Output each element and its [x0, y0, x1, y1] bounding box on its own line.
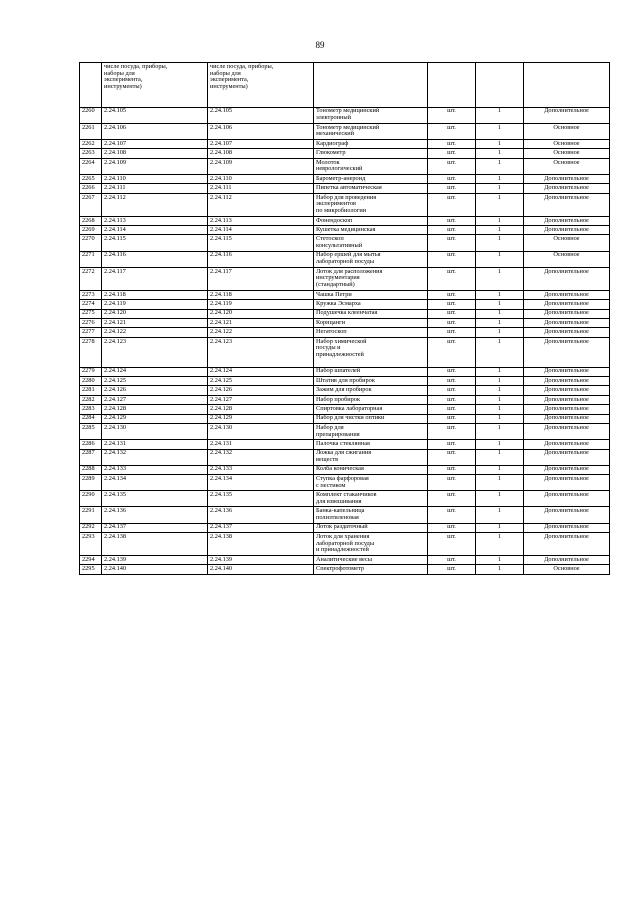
cell-row-number: 2281	[80, 386, 102, 395]
cell-code-1: 2.24.111	[102, 184, 208, 193]
cell-quantity: 1	[476, 139, 524, 148]
cell-code-1: 2.24.122	[102, 328, 208, 337]
cell-unit: шт.	[428, 440, 476, 449]
cell-item-name: Пипетка автоматическая	[314, 184, 428, 193]
cell-unit: шт.	[428, 158, 476, 174]
cell-item-name: Колба коническая	[314, 465, 428, 474]
cell-item-name: Штатив для пробирок	[314, 376, 428, 385]
cell-item-name: Набор для препарирования	[314, 423, 428, 439]
cell-code-2: 2.24.114	[208, 226, 314, 235]
cell-unit: шт.	[428, 309, 476, 318]
cell-quantity: 1	[476, 491, 524, 507]
cell-code-2: 2.24.122	[208, 328, 314, 337]
cell-quantity: 1	[476, 216, 524, 225]
cell-code-1: 2.24.123	[102, 337, 208, 367]
cell-quantity: 1	[476, 523, 524, 532]
cell-code-2: 2.24.120	[208, 309, 314, 318]
cell-item-name: Подушечка клеенчатая	[314, 309, 428, 318]
cell-unit: шт.	[428, 414, 476, 423]
cell-equipment-type: Дополнительное	[524, 174, 610, 183]
cell-code-2: 2.24.117	[208, 267, 314, 290]
cell-code-1: 2.24.118	[102, 290, 208, 299]
cell-equipment-type: Дополнительное	[524, 107, 610, 123]
cell-row-number: 2291	[80, 507, 102, 523]
cell-row-number: 2271	[80, 251, 102, 267]
cell-code-2: 2.24.107	[208, 139, 314, 148]
cell-code-2: 2.24.111	[208, 184, 314, 193]
cell-code-1: 2.24.107	[102, 139, 208, 148]
cell-item-name: Зажим для пробирок	[314, 386, 428, 395]
cell-code-1: 2.24.132	[102, 449, 208, 465]
table-row	[80, 386, 610, 395]
table-row	[80, 107, 610, 123]
cell-quantity: 1	[476, 251, 524, 267]
cell-unit: шт.	[428, 319, 476, 328]
cell-equipment-type: Дополнительное	[524, 309, 610, 318]
table-row	[80, 475, 610, 491]
table-row	[80, 319, 610, 328]
table-row	[80, 149, 610, 158]
cell-item-name: Спиртовка лабораторная	[314, 405, 428, 414]
cell-code-1: 2.24.131	[102, 440, 208, 449]
cell-unit: шт.	[428, 216, 476, 225]
table-row	[80, 465, 610, 474]
cell-row-number: 2290	[80, 491, 102, 507]
cell-unit: шт.	[428, 386, 476, 395]
cell-quantity: 1	[476, 395, 524, 404]
cell-row-number: 2279	[80, 367, 102, 376]
table-row	[80, 376, 610, 385]
cell-row-number: 2270	[80, 235, 102, 251]
table-row	[80, 440, 610, 449]
cell-item-name: Стетоскоп консультативный	[314, 235, 428, 251]
header-cell-code1: числе посуда, приборы, наборы для экспериментa, инструменты)	[102, 63, 208, 108]
equipment-table	[79, 62, 610, 575]
cell-unit: шт.	[428, 123, 476, 139]
cell-row-number: 2288	[80, 465, 102, 474]
cell-unit: шт.	[428, 226, 476, 235]
cell-row-number: 2287	[80, 449, 102, 465]
table-row	[80, 226, 610, 235]
table-row	[80, 174, 610, 183]
table-row	[80, 251, 610, 267]
cell-code-1: 2.24.119	[102, 300, 208, 309]
cell-equipment-type: Основное	[524, 123, 610, 139]
cell-quantity: 1	[476, 337, 524, 367]
cell-unit: шт.	[428, 475, 476, 491]
cell-item-name: Спектрофотометр	[314, 565, 428, 574]
cell-equipment-type: Дополнительное	[524, 367, 610, 376]
table-row	[80, 556, 610, 565]
header-cell-qty	[476, 63, 524, 108]
cell-item-name: Тонометр медицинский механический	[314, 123, 428, 139]
cell-row-number: 2260	[80, 107, 102, 123]
cell-code-1: 2.24.121	[102, 319, 208, 328]
cell-quantity: 1	[476, 405, 524, 414]
cell-code-2: 2.24.136	[208, 507, 314, 523]
cell-quantity: 1	[476, 440, 524, 449]
cell-code-2: 2.24.109	[208, 158, 314, 174]
cell-unit: шт.	[428, 267, 476, 290]
table-row	[80, 491, 610, 507]
cell-equipment-type: Дополнительное	[524, 449, 610, 465]
table-row	[80, 309, 610, 318]
cell-row-number: 2263	[80, 149, 102, 158]
cell-code-2: 2.24.135	[208, 491, 314, 507]
table-row	[80, 184, 610, 193]
cell-code-1: 2.24.114	[102, 226, 208, 235]
cell-equipment-type: Основное	[524, 139, 610, 148]
header-cell-type	[524, 63, 610, 108]
cell-equipment-type: Дополнительное	[524, 465, 610, 474]
cell-equipment-type: Дополнительное	[524, 523, 610, 532]
table-row	[80, 565, 610, 574]
cell-code-2: 2.24.138	[208, 533, 314, 556]
cell-equipment-type: Дополнительное	[524, 440, 610, 449]
table-row	[80, 267, 610, 290]
cell-item-name: Ступка фарфоровая с пестиком	[314, 475, 428, 491]
cell-quantity: 1	[476, 475, 524, 491]
cell-item-name: Набор для проведения экспериментов по микробиологии	[314, 193, 428, 216]
cell-quantity: 1	[476, 423, 524, 439]
cell-code-1: 2.24.125	[102, 376, 208, 385]
table-row	[80, 423, 610, 439]
cell-unit: шт.	[428, 405, 476, 414]
table-row	[80, 235, 610, 251]
cell-code-2: 2.24.133	[208, 465, 314, 474]
cell-quantity: 1	[476, 319, 524, 328]
cell-unit: шт.	[428, 174, 476, 183]
cell-quantity: 1	[476, 174, 524, 183]
cell-quantity: 1	[476, 386, 524, 395]
cell-code-1: 2.24.128	[102, 405, 208, 414]
table-row	[80, 533, 610, 556]
cell-code-2: 2.24.115	[208, 235, 314, 251]
cell-code-2: 2.24.126	[208, 386, 314, 395]
cell-equipment-type: Дополнительное	[524, 507, 610, 523]
table-row	[80, 216, 610, 225]
cell-item-name: Фонендоскоп	[314, 216, 428, 225]
cell-row-number: 2269	[80, 226, 102, 235]
table-row	[80, 328, 610, 337]
header-cell-num	[80, 63, 102, 108]
cell-code-2: 2.24.128	[208, 405, 314, 414]
cell-quantity: 1	[476, 193, 524, 216]
table-body	[80, 63, 610, 575]
cell-item-name: Барометр-анероид	[314, 174, 428, 183]
cell-equipment-type: Дополнительное	[524, 328, 610, 337]
cell-code-2: 2.24.124	[208, 367, 314, 376]
cell-row-number: 2283	[80, 405, 102, 414]
cell-code-1: 2.24.134	[102, 475, 208, 491]
cell-item-name: Набор шпателей	[314, 367, 428, 376]
cell-row-number: 2289	[80, 475, 102, 491]
cell-code-2: 2.24.137	[208, 523, 314, 532]
cell-unit: шт.	[428, 423, 476, 439]
cell-equipment-type: Дополнительное	[524, 216, 610, 225]
cell-code-1: 2.24.106	[102, 123, 208, 139]
cell-equipment-type: Дополнительное	[524, 491, 610, 507]
cell-row-number: 2261	[80, 123, 102, 139]
cell-item-name: Чашка Петри	[314, 290, 428, 299]
cell-row-number: 2273	[80, 290, 102, 299]
table-row	[80, 123, 610, 139]
table-row	[80, 300, 610, 309]
table-row	[80, 414, 610, 423]
cell-code-2: 2.24.134	[208, 475, 314, 491]
cell-quantity: 1	[476, 367, 524, 376]
cell-unit: шт.	[428, 251, 476, 267]
cell-code-1: 2.24.105	[102, 107, 208, 123]
cell-item-name: Кружка Эсмарха	[314, 300, 428, 309]
cell-code-1: 2.24.138	[102, 533, 208, 556]
cell-row-number: 2292	[80, 523, 102, 532]
cell-code-1: 2.24.135	[102, 491, 208, 507]
cell-code-2: 2.24.140	[208, 565, 314, 574]
cell-row-number: 2275	[80, 309, 102, 318]
cell-quantity: 1	[476, 149, 524, 158]
cell-unit: шт.	[428, 565, 476, 574]
cell-code-1: 2.24.124	[102, 367, 208, 376]
cell-quantity: 1	[476, 565, 524, 574]
cell-code-1: 2.24.140	[102, 565, 208, 574]
header-continuation-row	[80, 63, 610, 108]
cell-code-2: 2.24.113	[208, 216, 314, 225]
cell-code-2: 2.24.116	[208, 251, 314, 267]
cell-equipment-type: Основное	[524, 565, 610, 574]
cell-row-number: 2282	[80, 395, 102, 404]
cell-code-1: 2.24.112	[102, 193, 208, 216]
cell-item-name: Аналитические весы	[314, 556, 428, 565]
cell-row-number: 2267	[80, 193, 102, 216]
cell-code-2: 2.24.121	[208, 319, 314, 328]
cell-row-number: 2280	[80, 376, 102, 385]
cell-unit: шт.	[428, 139, 476, 148]
table-row	[80, 395, 610, 404]
cell-unit: шт.	[428, 449, 476, 465]
cell-row-number: 2277	[80, 328, 102, 337]
cell-equipment-type: Дополнительное	[524, 533, 610, 556]
cell-quantity: 1	[476, 235, 524, 251]
cell-code-2: 2.24.106	[208, 123, 314, 139]
cell-equipment-type: Дополнительное	[524, 475, 610, 491]
cell-equipment-type: Основное	[524, 149, 610, 158]
cell-row-number: 2272	[80, 267, 102, 290]
cell-item-name: Кушетка медицинская	[314, 226, 428, 235]
cell-item-name: Ложка для сжигания веществ	[314, 449, 428, 465]
cell-unit: шт.	[428, 193, 476, 216]
cell-quantity: 1	[476, 123, 524, 139]
cell-code-1: 2.24.139	[102, 556, 208, 565]
cell-unit: шт.	[428, 507, 476, 523]
cell-equipment-type: Основное	[524, 158, 610, 174]
page-number: 89	[315, 40, 325, 50]
cell-item-name: Набор химической посуды и принадлежностей	[314, 337, 428, 367]
cell-code-1: 2.24.116	[102, 251, 208, 267]
cell-row-number: 2284	[80, 414, 102, 423]
cell-quantity: 1	[476, 184, 524, 193]
table-row	[80, 405, 610, 414]
cell-row-number: 2285	[80, 423, 102, 439]
table-row	[80, 158, 610, 174]
cell-equipment-type: Дополнительное	[524, 226, 610, 235]
cell-row-number: 2278	[80, 337, 102, 367]
cell-unit: шт.	[428, 300, 476, 309]
cell-item-name: Негатоскоп	[314, 328, 428, 337]
cell-row-number: 2265	[80, 174, 102, 183]
cell-equipment-type: Дополнительное	[524, 405, 610, 414]
cell-unit: шт.	[428, 395, 476, 404]
cell-unit: шт.	[428, 290, 476, 299]
cell-code-2: 2.24.112	[208, 193, 314, 216]
cell-item-name: Корнцанги	[314, 319, 428, 328]
cell-code-2: 2.24.105	[208, 107, 314, 123]
cell-code-1: 2.24.136	[102, 507, 208, 523]
cell-code-1: 2.24.109	[102, 158, 208, 174]
cell-equipment-type: Дополнительное	[524, 337, 610, 367]
cell-equipment-type: Дополнительное	[524, 193, 610, 216]
cell-code-2: 2.24.125	[208, 376, 314, 385]
cell-item-name: Набор ершей для мытья лабораторной посуды	[314, 251, 428, 267]
cell-item-name: Глюкометр	[314, 149, 428, 158]
cell-equipment-type: Дополнительное	[524, 300, 610, 309]
cell-quantity: 1	[476, 533, 524, 556]
cell-quantity: 1	[476, 226, 524, 235]
cell-unit: шт.	[428, 533, 476, 556]
table-row	[80, 139, 610, 148]
cell-item-name: Молоток неврологический	[314, 158, 428, 174]
cell-item-name: Палочка стеклянная	[314, 440, 428, 449]
cell-unit: шт.	[428, 556, 476, 565]
cell-unit: шт.	[428, 328, 476, 337]
cell-row-number: 2266	[80, 184, 102, 193]
cell-quantity: 1	[476, 267, 524, 290]
cell-code-2: 2.24.119	[208, 300, 314, 309]
cell-item-name: Лоток раздаточный	[314, 523, 428, 532]
cell-unit: шт.	[428, 523, 476, 532]
cell-item-name: Комплект стаканчиков для взвешивания	[314, 491, 428, 507]
table-row	[80, 449, 610, 465]
table-row	[80, 290, 610, 299]
cell-quantity: 1	[476, 376, 524, 385]
cell-equipment-type: Дополнительное	[524, 184, 610, 193]
cell-code-1: 2.24.115	[102, 235, 208, 251]
cell-equipment-type: Дополнительное	[524, 414, 610, 423]
cell-quantity: 1	[476, 414, 524, 423]
cell-unit: шт.	[428, 337, 476, 367]
cell-unit: шт.	[428, 465, 476, 474]
cell-row-number: 2274	[80, 300, 102, 309]
table-row	[80, 523, 610, 532]
cell-equipment-type: Дополнительное	[524, 395, 610, 404]
cell-code-2: 2.24.129	[208, 414, 314, 423]
header-cell-unit	[428, 63, 476, 108]
table-row	[80, 337, 610, 367]
cell-code-1: 2.24.133	[102, 465, 208, 474]
table-row	[80, 507, 610, 523]
cell-quantity: 1	[476, 300, 524, 309]
cell-code-1: 2.24.117	[102, 267, 208, 290]
cell-equipment-type: Основное	[524, 251, 610, 267]
cell-quantity: 1	[476, 309, 524, 318]
cell-code-2: 2.24.108	[208, 149, 314, 158]
cell-item-name: Набор для чистки оптики	[314, 414, 428, 423]
cell-code-1: 2.24.137	[102, 523, 208, 532]
cell-code-1: 2.24.129	[102, 414, 208, 423]
cell-equipment-type: Дополнительное	[524, 267, 610, 290]
cell-item-name: Кардиограф	[314, 139, 428, 148]
header-cell-code2: числе посуда, приборы, наборы для экспериментa, инструменты)	[208, 63, 314, 108]
cell-unit: шт.	[428, 107, 476, 123]
cell-equipment-type: Основное	[524, 235, 610, 251]
header-cell-name	[314, 63, 428, 108]
cell-quantity: 1	[476, 328, 524, 337]
cell-code-2: 2.24.118	[208, 290, 314, 299]
cell-quantity: 1	[476, 158, 524, 174]
table-row	[80, 367, 610, 376]
cell-code-2: 2.24.127	[208, 395, 314, 404]
cell-code-2: 2.24.110	[208, 174, 314, 183]
cell-quantity: 1	[476, 556, 524, 565]
cell-row-number: 2286	[80, 440, 102, 449]
cell-quantity: 1	[476, 290, 524, 299]
cell-unit: шт.	[428, 235, 476, 251]
cell-item-name: Банка-капельница полиэтиленовая	[314, 507, 428, 523]
cell-code-1: 2.24.127	[102, 395, 208, 404]
cell-row-number: 2276	[80, 319, 102, 328]
cell-code-2: 2.24.123	[208, 337, 314, 367]
cell-item-name: Набор пробирок	[314, 395, 428, 404]
cell-code-1: 2.24.126	[102, 386, 208, 395]
cell-row-number: 2262	[80, 139, 102, 148]
cell-item-name: Лоток для расположения инструментария (стандартный)	[314, 267, 428, 290]
cell-equipment-type: Дополнительное	[524, 290, 610, 299]
cell-equipment-type: Дополнительное	[524, 376, 610, 385]
cell-code-1: 2.24.108	[102, 149, 208, 158]
cell-row-number: 2264	[80, 158, 102, 174]
cell-code-2: 2.24.130	[208, 423, 314, 439]
cell-item-name: Тонометр медицинский электронный	[314, 107, 428, 123]
cell-unit: шт.	[428, 491, 476, 507]
cell-equipment-type: Дополнительное	[524, 556, 610, 565]
cell-row-number: 2268	[80, 216, 102, 225]
cell-code-1: 2.24.120	[102, 309, 208, 318]
cell-quantity: 1	[476, 507, 524, 523]
cell-code-2: 2.24.131	[208, 440, 314, 449]
cell-item-name: Лоток для хранения лабораторной посуды и принадлежностей	[314, 533, 428, 556]
cell-row-number: 2295	[80, 565, 102, 574]
cell-unit: шт.	[428, 184, 476, 193]
cell-quantity: 1	[476, 465, 524, 474]
cell-code-1: 2.24.130	[102, 423, 208, 439]
cell-unit: шт.	[428, 367, 476, 376]
cell-quantity: 1	[476, 449, 524, 465]
cell-quantity: 1	[476, 107, 524, 123]
cell-code-1: 2.24.113	[102, 216, 208, 225]
cell-code-2: 2.24.132	[208, 449, 314, 465]
cell-unit: шт.	[428, 376, 476, 385]
cell-equipment-type: Дополнительное	[524, 319, 610, 328]
cell-unit: шт.	[428, 149, 476, 158]
cell-equipment-type: Дополнительное	[524, 423, 610, 439]
cell-row-number: 2293	[80, 533, 102, 556]
cell-row-number: 2294	[80, 556, 102, 565]
cell-code-1: 2.24.110	[102, 174, 208, 183]
table-row	[80, 193, 610, 216]
cell-equipment-type: Дополнительное	[524, 386, 610, 395]
cell-code-2: 2.24.139	[208, 556, 314, 565]
